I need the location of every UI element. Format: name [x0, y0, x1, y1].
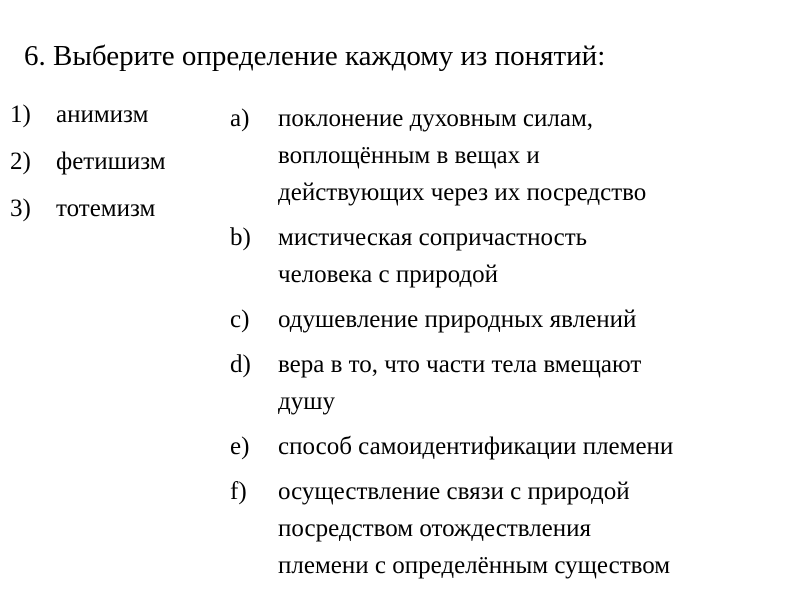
concept-term: фетишизм: [56, 148, 166, 175]
definition-text: мистическая сопричастность человека с природой: [278, 224, 588, 288]
definition-letter: b): [230, 224, 251, 251]
concept-item: [10, 194, 220, 241]
concept-item: [10, 147, 220, 194]
concept-term: тотемизм: [56, 195, 156, 222]
definition-text: вера в то, что части тела вмещают душу: [278, 351, 642, 415]
definition-item: [230, 301, 790, 338]
definition-letter: a): [230, 105, 250, 132]
concept-item: [10, 100, 220, 147]
concept-number: 2): [10, 148, 31, 175]
definition-item: [230, 473, 790, 584]
definition-letter: c): [230, 306, 250, 333]
slide-title: 6. Выберите определение каждому из понятий:: [24, 40, 606, 72]
concept-term: анимизм: [56, 101, 149, 128]
definition-text: способ самоидентификации племени: [278, 433, 674, 460]
definition-text: осуществление связи с природой посредством отождествления племени с определённым существом: [278, 478, 671, 579]
definition-item: [230, 346, 790, 420]
definition-letter: e): [230, 433, 250, 460]
definition-text: поклонение духовным силам, воплощённым в вещах и действующих через их посредство: [278, 105, 647, 206]
definition-item: [230, 100, 790, 211]
definitions-list: [230, 100, 790, 592]
definition-text: одушевление природных явлений: [278, 306, 637, 333]
concept-number: 1): [10, 101, 31, 128]
definition-item: [230, 219, 790, 293]
concepts-list: [10, 100, 220, 241]
concept-number: 3): [10, 195, 31, 222]
definition-item: [230, 428, 790, 465]
definition-letter: f): [230, 478, 247, 505]
definition-letter: d): [230, 351, 251, 378]
